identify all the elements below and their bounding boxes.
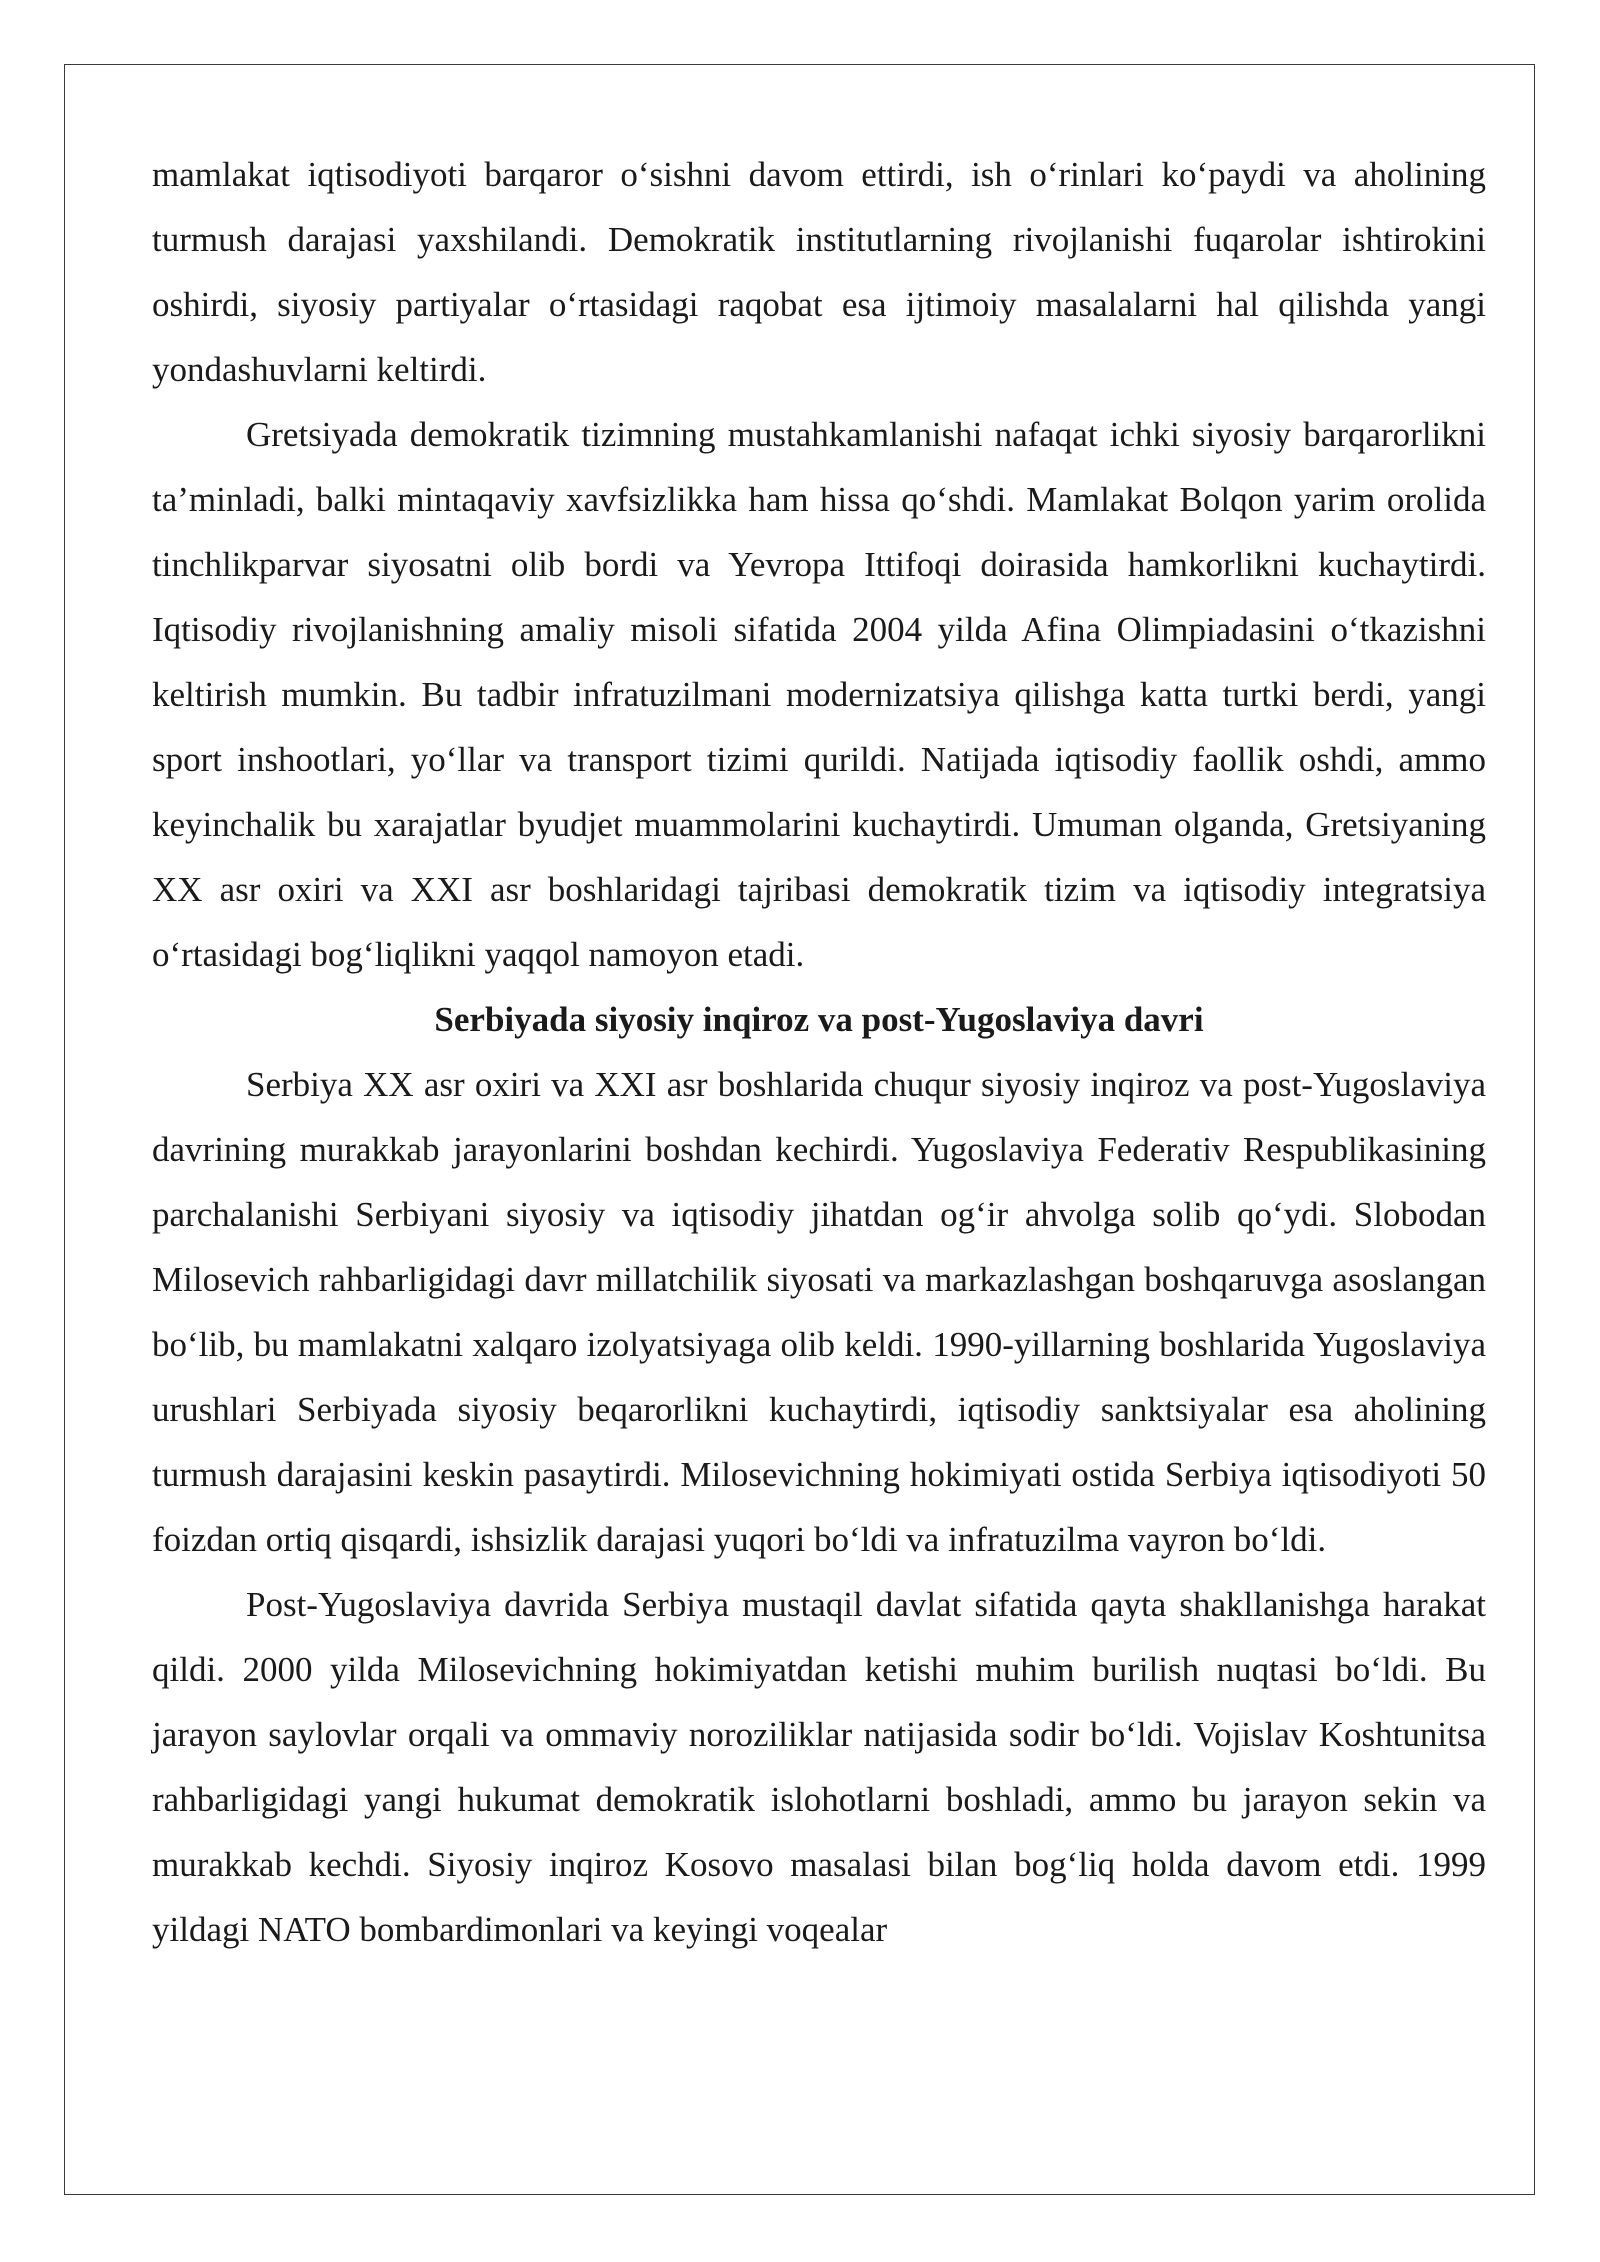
paragraph-serbia-crisis: Serbiya XX asr oxiri va XXI asr boshlarida chuqur siyosiy inqiroz va post-Yugoslaviya davrining murakkab jarayonlarini boshdan kechirdi. Yugoslaviya Federativ Respublikasining parchalanishi Serbiyani siyosiy va iqtisodiy jihatdan og‘ir ahvolga solib qo‘ydi. Slobodan Milosevich rahbarligidagi davr millatchilik siyosati va markazlashgan boshqaruvga asoslangan bo‘lib, bu mamlakatni xalqaro izolyatsiyaga olib keldi. 1990-yillarning boshlarida Yugoslaviya urushlari Serbiyada siyosiy beqarorlikni kuchaytirdi, iqtisodiy sanktsiyalar esa aholining turmush darajasini keskin pasaytirdi. Milosevichning hokimiyati ostida Serbiya iqtisodiyoti 50 foizdan ortiq qisqardi, ishsizlik darajasi yuqori bo‘ldi va infratuzilma vayron bo‘ldi. [152,1065,1486,1559]
section-heading: Serbiyada siyosiy inqiroz va post-Yugoslaviya davri [434,1000,1204,1039]
paragraph-post-yugoslavia: Post-Yugoslaviya davrida Serbiya mustaqil davlat sifatida qayta shakllanishga harakat qildi. 2000 yilda Milosevichning hokimiyatdan ketishi muhim burilish nuqtasi bo‘ldi. Bu jarayon saylovlar orqali va ommaviy noroziliklar natijasida sodir bo‘ldi. Vojislav Koshtunitsa rahbarligidagi yangi hukumat demokratik islohotlarni boshladi, ammo bu jarayon sekin va murakkab kechdi. Siyosiy inqiroz Kosovo masalasi bilan bog‘liq holda davom etdi. 1999 yildagi NATO bombardimonlari va keyingi voqealar [152,1585,1486,1949]
document-body [152,142,1486,1962]
paragraph-continuation: mamlakat iqtisodiyoti barqaror o‘sishni davom ettirdi, ish o‘rinlari ko‘paydi va aholining turmush darajasi yaxshilandi. Demokratik institutlarning rivojlanishi fuqarolar ishtirokini oshirdi, siyosiy partiyalar o‘rtasidagi raqobat esa ijtimoiy masalalarni hal qilishda yangi yondashuvlarni keltirdi. [152,155,1486,389]
paragraph-greece: Gretsiyada demokratik tizimning mustahkamlanishi nafaqat ichki siyosiy barqarorlikni ta’minladi, balki mintaqaviy xavfsizlikka ham hissa qo‘shdi. Mamlakat Bolqon yarim orolida tinchlikparvar siyosatni olib bordi va Yevropa Ittifoqi doirasida hamkorlikni kuchaytirdi. Iqtisodiy rivojlanishning amaliy misoli sifatida 2004 yilda Afina Olimpiadasini o‘tkazishni keltirish mumkin. Bu tadbir infratuzilmani modernizatsiya qilishga katta turtki berdi, yangi sport inshootlari, yo‘llar va transport tizimi qurildi. Natijada iqtisodiy faollik oshdi, ammo keyinchalik bu xarajatlar byudjet muammolarini kuchaytirdi. Umuman olganda, Gretsiyaning XX asr oxiri va XXI asr boshlaridagi tajribasi demokratik tizim va iqtisodiy integratsiya o‘rtasidagi bog‘liqlikni yaqqol namoyon etadi. [152,415,1486,974]
